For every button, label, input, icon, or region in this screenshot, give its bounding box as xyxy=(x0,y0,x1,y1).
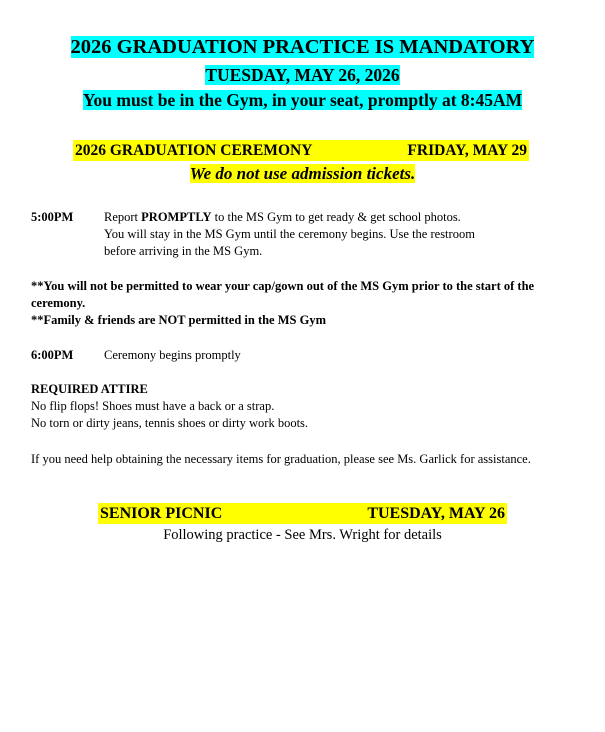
cap-gown-rule-line2: ceremony. xyxy=(31,296,86,310)
picnic-label: SENIOR PICNIC xyxy=(100,505,223,522)
practice-instruction-text: You must be in the Gym, in your seat, promptly at 8:45AM xyxy=(82,90,523,110)
schedule-5pm-line3: before arriving in the MS Gym. xyxy=(104,244,263,258)
ceremony-date: FRIDAY, MAY 29 xyxy=(407,142,527,159)
schedule-6pm-line1: Ceremony begins promptly xyxy=(104,348,241,362)
practice-instruction xyxy=(0,89,605,111)
tickets-note-text: We do not use admission tickets. xyxy=(189,164,416,183)
practice-date-text: TUESDAY, MAY 26, 2026 xyxy=(205,65,400,85)
practice-title xyxy=(0,34,605,60)
schedule-5pm-suffix: to the MS Gym to get ready & get school photos. xyxy=(211,210,461,224)
ceremony-banner xyxy=(73,140,529,161)
schedule-5pm-line2: You will stay in the MS Gym until the ceremony begins. Use the restroom xyxy=(104,227,475,241)
cap-gown-rule-line1: **You will not be permitted to wear your cap/gown out of the MS Gym prior to the start of the xyxy=(31,279,535,293)
picnic-banner xyxy=(98,503,507,524)
schedule-time-6pm: 6:00PM xyxy=(31,348,74,362)
practice-date xyxy=(0,64,605,86)
help-note: If you need help obtaining the necessary items for graduation, please see Ms. Garlick for assistance. xyxy=(31,452,531,466)
schedule-time-5pm: 5:00PM xyxy=(31,210,74,224)
tickets-note xyxy=(0,162,605,186)
picnic-date: TUESDAY, MAY 26 xyxy=(367,505,505,522)
family-rule: **Family & friends are NOT permitted in the MS Gym xyxy=(31,313,326,327)
practice-title-text: 2026 GRADUATION PRACTICE IS MANDATORY xyxy=(70,36,535,58)
ceremony-label: 2026 GRADUATION CEREMONY xyxy=(75,142,313,159)
attire-line2: No torn or dirty jeans, tennis shoes or dirty work boots. xyxy=(31,416,309,430)
picnic-note: Following practice - See Mrs. Wright for details xyxy=(163,527,442,543)
schedule-5pm-line1 xyxy=(104,209,461,226)
schedule-5pm-prefix: Report xyxy=(104,210,142,224)
attire-line1: No flip flops! Shoes must have a back or a strap. xyxy=(31,399,275,413)
schedule-5pm-emphasis: PROMPTLY xyxy=(141,210,212,224)
attire-heading: REQUIRED ATTIRE xyxy=(31,382,148,396)
